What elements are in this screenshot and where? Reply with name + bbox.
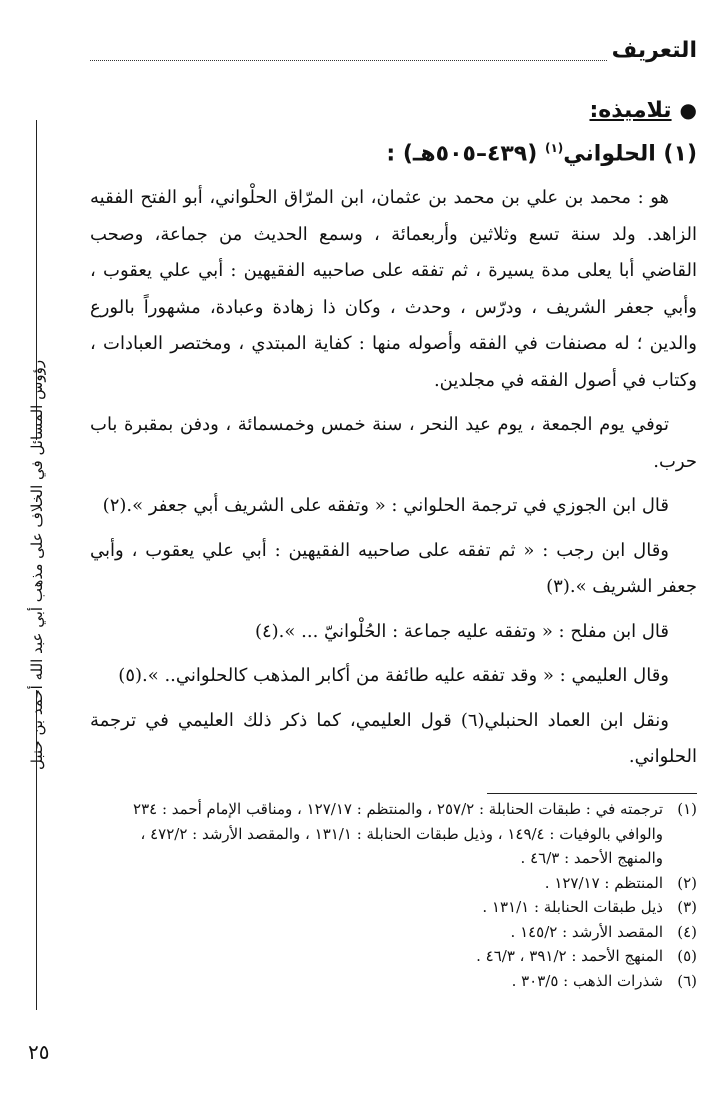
running-header-title: التعريف bbox=[611, 38, 697, 63]
footnote-number: (١) bbox=[677, 800, 697, 818]
header-divider bbox=[90, 60, 607, 61]
entry-footnote-ref: (١) bbox=[544, 141, 564, 155]
paragraph-quote-ibn-rajab: وقال ابن رجب : « ثم تفقه على صاحبيه الفقيهين : أبي علي يعقوب ، وأبي جعفر الشريف ».(٣) bbox=[90, 539, 697, 598]
footnote-item bbox=[90, 797, 697, 871]
paragraph-ibn-alimad: ونقل ابن العماد الحنبلي(٦) قول العليمي، كما ذكر ذلك العليمي في ترجمة الحلواني. bbox=[90, 709, 697, 768]
footnote-item bbox=[90, 871, 697, 896]
footnotes bbox=[90, 797, 697, 993]
bullet-icon: ● bbox=[679, 98, 697, 122]
footnote-item bbox=[90, 895, 697, 920]
footnote-number: (٥) bbox=[677, 947, 697, 965]
paragraph-biography: هو : محمد بن علي بن محمد بن عثمان، ابن المرّاق الحلْواني، أبو الفتح الفقيه الزاهد. ولد سنة تسع وثلاثين وأربعمائة ، وسمع الحديث من جماعة، وصحب القاضي أبا يعلى مدة يسيرة ، ثم تفقه على صاحبيه الفقيهين : أبي علي يعقوب ، وأبي جعفر الشريف ، ودرّس ، وحدث ، وكان ذا زهادة وعبادة، مشهوراً بالورع والدين ؛ له مصنفات في الفقه وأصوله منها : كفاية المبتدي ، ومختصر العبادات ، وكتاب في أصول الفقه في مجلدين. bbox=[90, 187, 697, 391]
footnote-divider bbox=[487, 793, 697, 794]
main-text bbox=[90, 98, 697, 784]
footnote-item bbox=[90, 944, 697, 969]
entry-heading bbox=[90, 141, 697, 166]
section-heading-text: تلاميذه: bbox=[589, 98, 672, 123]
footnote-text: المنهج الأحمد : ٣٩١/٢ ، ٤٦/٣ . bbox=[476, 947, 663, 965]
page-number: ٢٥ bbox=[28, 1040, 50, 1064]
footnote-number: (٤) bbox=[677, 922, 697, 941]
paragraph-quote-ibn-aljawzi: قال ابن الجوزي في ترجمة الحلواني : « وتفقه على الشريف أبي جعفر ».(٢) bbox=[102, 495, 669, 517]
footnote-item bbox=[90, 969, 697, 994]
paragraph-death: توفي يوم الجمعة ، يوم عيد النحر ، سنة خمس وخمسمائة ، ودفن بمقبرة باب حرب. bbox=[90, 414, 697, 472]
paragraph-quote-alulaymi: وقال العليمي : « وقد تفقه عليه طائفة من أكابر المذهب كالحلواني.. ».(٥) bbox=[118, 665, 669, 687]
entry-dates: (٤٣٩–٥٠٥هـ) : bbox=[386, 141, 538, 167]
footnote-number: (٦) bbox=[677, 971, 697, 990]
footnote-text: المقصد الأرشد : ١٤٥/٢ . bbox=[510, 922, 663, 941]
footnote-item bbox=[90, 920, 697, 945]
book-title-vertical: رؤوس المسائل في الخلاف على مذهب أبي عبد الله أحمد بن حنبل bbox=[28, 359, 46, 771]
footnote-number: (٣) bbox=[677, 898, 697, 916]
footnote-number: (٢) bbox=[677, 873, 697, 892]
footnote-text: ترجمته في : طبقات الحنابلة : ٢٥٧/٢ ، والمنتظم : ١٢٧/١٧ ، ومناقب الإمام أحمد : ٢٣٤ والوافي بالوفيات : ١٤٩/٤ ، وذيل طبقات الحنابلة : ١٣١/١ ، والمقصد الأرشد : ٤٧٢/٢ ، والمنهج الأحمد : ٤٦/٣ . bbox=[133, 800, 663, 867]
footnote-text: شذرات الذهب : ٣٠٣/٥ . bbox=[511, 971, 663, 990]
entry-label: (١) الحلواني bbox=[563, 141, 697, 167]
paragraph-quote-ibn-muflih: قال ابن مفلح : « وتفقه عليه جماعة : الحُلْوانيّ ... ».(٤) bbox=[254, 620, 669, 642]
side-divider-bottom bbox=[36, 690, 37, 1010]
section-heading bbox=[90, 98, 697, 123]
footnote-text: ذيل طبقات الحنابلة : ١٣١/١ . bbox=[482, 898, 663, 916]
footnote-text: المنتظم : ١٢٧/١٧ . bbox=[544, 873, 663, 892]
